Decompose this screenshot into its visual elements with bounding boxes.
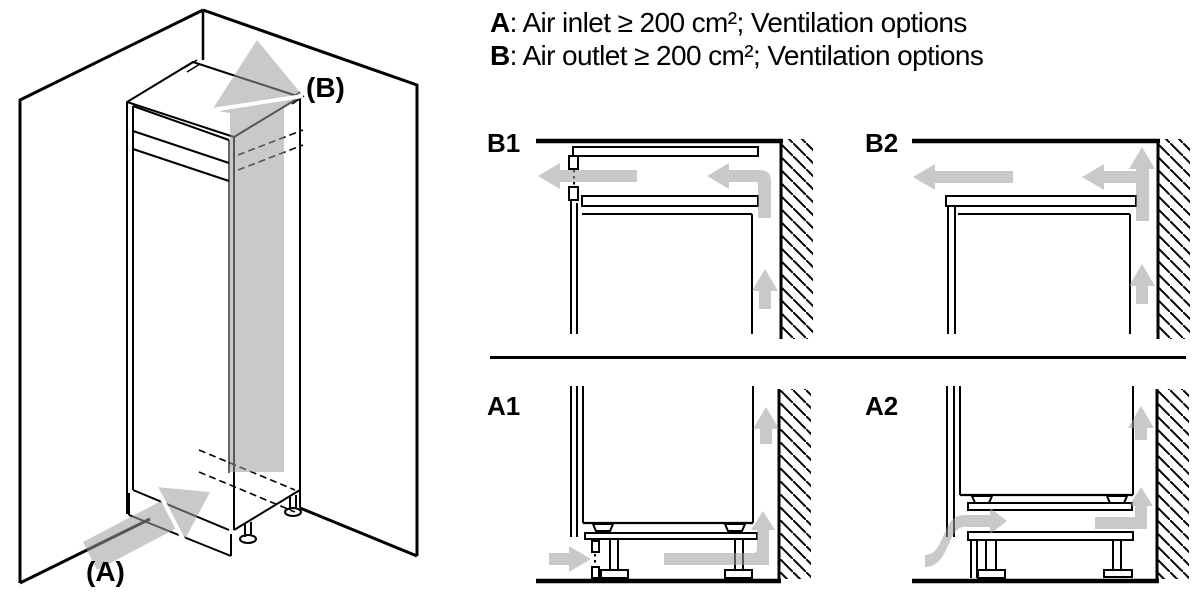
a2-underflow-arrow: [1095, 487, 1153, 529]
option-b1-label: B1: [487, 128, 521, 158]
option-b2-label: B2: [865, 128, 899, 158]
airflow-arrows: [83, 40, 303, 570]
legend-text-a: : Air inlet ≥ 200 cm²; Ventilation options: [509, 7, 967, 38]
a1-wall-hatch: [780, 389, 811, 579]
label-air-outlet: (B): [306, 72, 345, 103]
a2-rise-arrow: [1128, 406, 1154, 440]
b2-exit-arrow: [913, 164, 1013, 190]
a1-cabinet: [571, 386, 757, 578]
a2-wall-hatch: [1158, 389, 1189, 579]
legend-header: [490, 6, 983, 72]
option-b1-diagram: [480, 110, 820, 360]
b1-wall-hatch: [782, 139, 813, 339]
legend-line-air-inlet: [490, 6, 983, 39]
a2-cabinet: [947, 386, 1133, 578]
room-corner-outline: [20, 10, 417, 583]
b2-cabinet: [946, 196, 1136, 334]
b2-airflow-arrows: [913, 147, 1155, 304]
a2-entry-arrow: [925, 508, 1007, 567]
option-a1-diagram: [480, 380, 820, 600]
b2-wall-hatch: [1159, 139, 1190, 339]
legend-line-air-outlet: [490, 39, 983, 72]
a1-entry-arrow: [549, 546, 591, 572]
section-divider: [490, 356, 1186, 359]
b2-corner-split-arrow: [1082, 147, 1155, 221]
overview-isometric-diagram: [0, 0, 480, 600]
legend-text-b: : Air outlet ≥ 200 cm²; Ventilation options: [509, 40, 984, 71]
option-a2-diagram: [850, 380, 1195, 600]
option-a1-label: A1: [487, 391, 521, 421]
option-a2-label: A2: [865, 391, 899, 421]
b1-exit-arrow: [538, 163, 637, 189]
b1-rise-arrow: [752, 269, 778, 309]
label-air-inlet: (A): [86, 556, 125, 587]
legend-key-a: A: [490, 7, 510, 38]
b1-airflow-arrows: [538, 163, 778, 309]
legend-key-b: B: [490, 40, 510, 71]
b2-rise-arrow: [1129, 264, 1155, 304]
option-b2-diagram: [850, 110, 1195, 360]
a1-rise-arrow: [753, 407, 779, 444]
b1-corner-arrow: [707, 163, 771, 218]
